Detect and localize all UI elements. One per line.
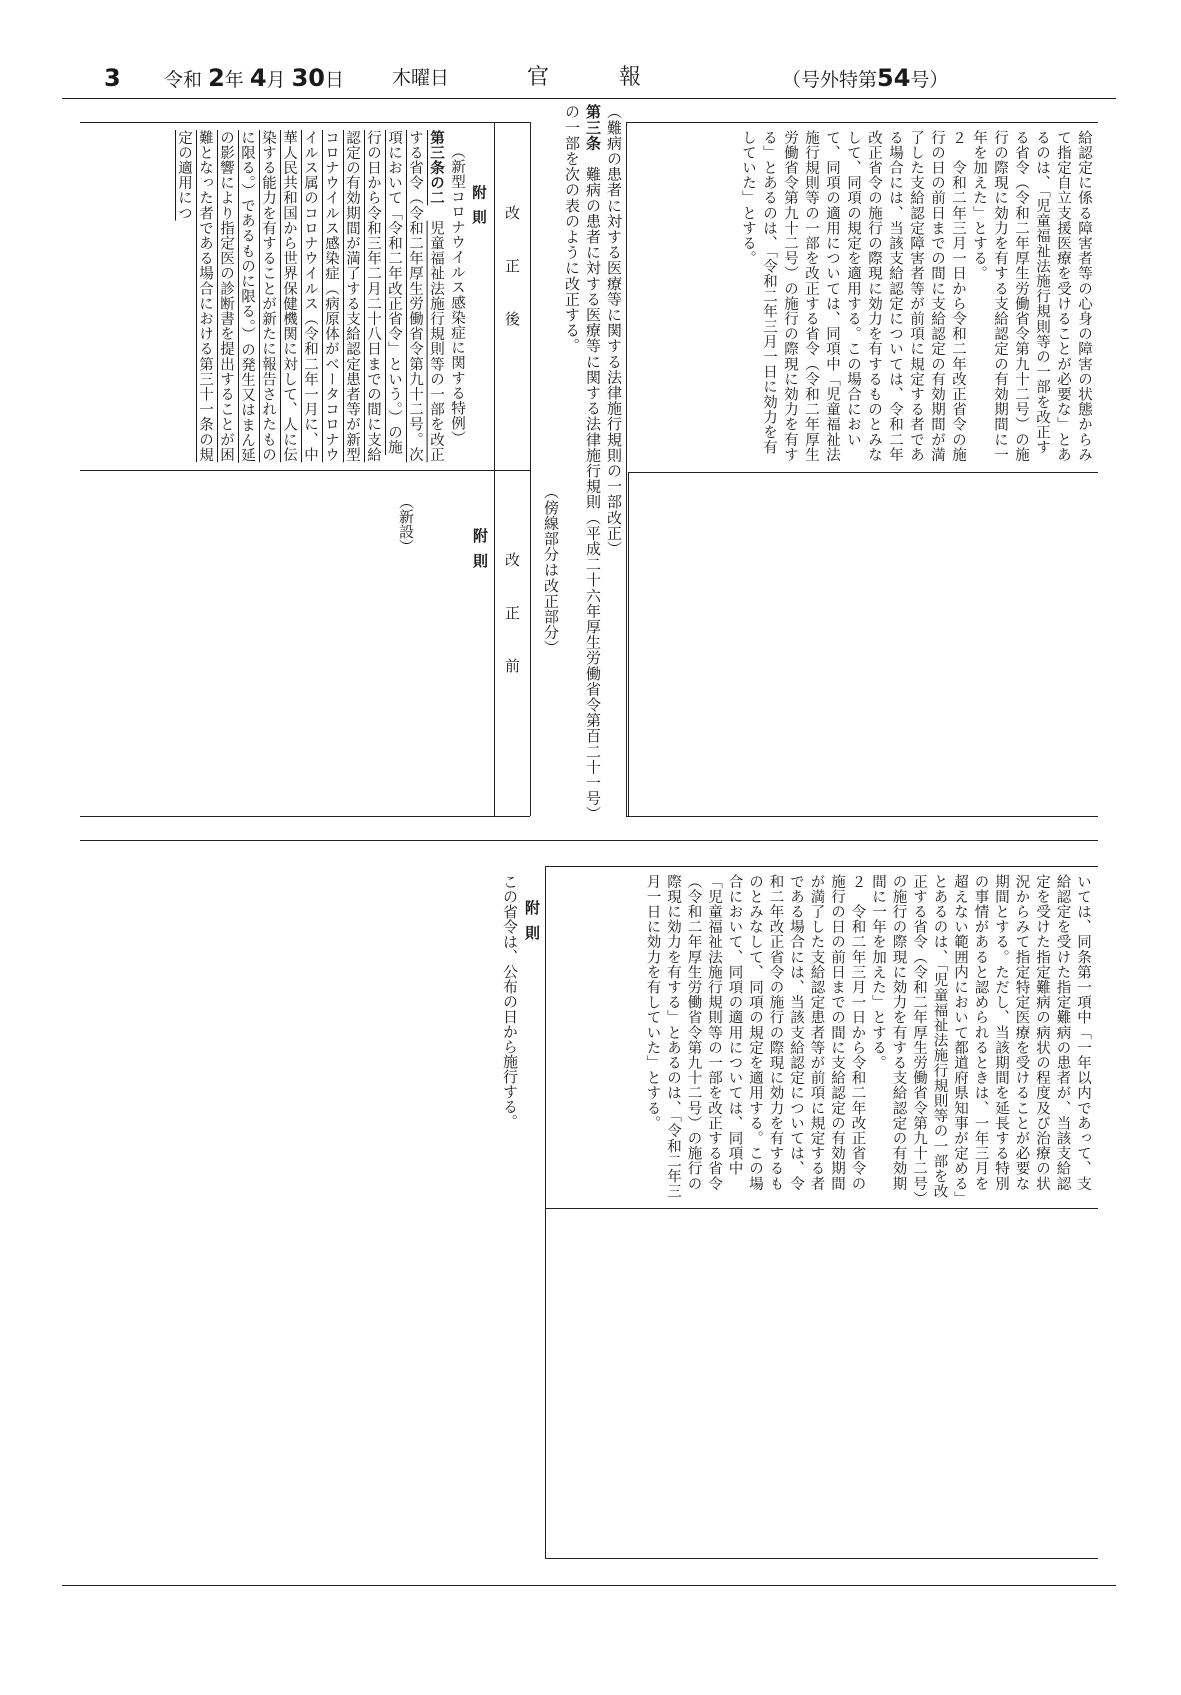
article3-caption: （難病の患者に対する医療等に関する法律施行規則の一部改正） — [605, 104, 623, 557]
after-supplementary — [467, 130, 488, 466]
bottom-right-divider — [545, 1208, 1098, 1209]
after-header: 改正後 — [503, 205, 521, 364]
table-bottom — [80, 816, 530, 817]
section-rule — [80, 840, 1098, 841]
after-column — [82, 130, 488, 466]
weekday: 木曜日 — [392, 67, 450, 89]
top-right-paragraph-2 — [737, 130, 968, 466]
after-article-label: 第三条の二 — [428, 130, 444, 206]
issue-suffix: 号） — [910, 69, 949, 91]
issue-number-value: 54 — [877, 64, 911, 92]
article3-body-text: 難病の患者に対する医療等に関する法律施行規則（平成二十六年厚生労働省令第百二十一号）の一部を次の表のように改正する。 — [563, 104, 602, 822]
bottom-right-box-left — [545, 866, 546, 1558]
article3-note-line — [540, 104, 561, 832]
top-right-para2-text: 令和二年三月一日から令和二年改正省令の施行の日の前日までの間に支給認定の有効期間が満了した支給認定障害者等が前項に規定する者である場合には、当該支給認定については、令和二年改正省令の施行の際現に効力を有するものとみなして、同項の規定を適用する。この場合において、同項の適用については、同項中「児童福祉法施行規則等の一部を改正する省令（令和二年厚生労働省令第九十二号）の施行の際現に効力を有する」とあるのは、「令和二年三月一日に効力を有していた」とする。 — [740, 130, 966, 463]
bottom-right-para2-number: ２ — [849, 874, 866, 890]
top-right-paragraph-1: 給認定に係る障害者等の心身の障害の状態からみて指定自立支援医療を受けることが必要な」とあるのは、「児童福祉法施行規則等の一部を改正する省令（令和二年厚生労働省令第九十二号）の施行の際現に効力を有する支給認定の有効期間に一年を加えた」とする。 — [971, 130, 1092, 463]
top-right-box-top — [626, 122, 1098, 123]
bottom-right-text — [553, 874, 1093, 1200]
issue-date: 令和 2年 4月 30日 — [164, 64, 344, 92]
issue-prefix: （号外特第 — [782, 69, 878, 91]
top-right-divider — [628, 472, 1098, 473]
bottom-right-box-bottom — [545, 1558, 1098, 1559]
after-article-text: 児童福祉法施行規則等の一部を改正する省令（令和二年厚生労働省令第九十二号。次項において「令和二年改正省令」という。）の施行の日から令和三年二月二十八日までの間に支給認定の有効期間が満了する支給認定患者等が新型コロナウイルス感染症（病原体がベータコロナウイルス属のコロナウイルス（令和二年一月に、中華人民共和国から世界保健機関に対して、人に伝染する能力を有することが新たに報告されたものに限る。）であるものに限る。）の発生又はまん延の影響により指定医の診断書を提出することが困難となった者である場合における第三十一条の規定の適用につ — [176, 130, 444, 463]
article3-body — [561, 104, 603, 832]
date-era: 令和 — [164, 69, 203, 91]
date-year: 2 — [208, 64, 225, 92]
supplementary-text: この省令は、公布の日から施行する。 — [501, 874, 519, 1129]
before-new: （新設） — [397, 494, 415, 554]
top-right-box-left-inner — [628, 472, 629, 816]
table-header-divider — [494, 122, 495, 816]
bottom-right-paragraph-2 — [642, 874, 868, 1200]
table-top — [80, 122, 530, 123]
date-month: 4 — [249, 64, 267, 92]
top-right-amended-text — [634, 130, 1094, 466]
date-day: 30 — [291, 64, 325, 92]
bottom-right-para2-text: 令和二年三月一日から令和二年改正省令の施行の日の前日までの間に支給認定の有効期間が満了した支給認定患者等が前項に規定する者である場合には、当該支給認定については、令和二年改正省令の施行の際現に効力を有するものとみなして、同項の規定を適用する。この場合において、同項の適用については、同項中「児童福祉法施行規則等の一部を改正する省令（令和二年厚生労働省令第九十二号）の施行の際現に効力を有する」とあるのは、「令和二年三月一日に効力を有していた」とする。 — [644, 874, 866, 1199]
table-right-edge — [530, 122, 531, 816]
supplementary-heading: 附則 — [523, 900, 541, 950]
gazette-title: 官報 — [527, 65, 712, 90]
page-number: 3 — [104, 64, 121, 92]
after-supplementary-label: 附則 — [470, 185, 486, 234]
after-caption-text: （新型コロナウイルス感染症に関する特例） — [449, 144, 465, 446]
bottom-right-paragraph-1: いては、同条第一項中「一年以内であって、支給認定を受けた指定難病の患者が、当該支給認定を受けた指定難病の病状の程度及び治療の状況からみて指定特定医療を受けることが必要な期間とする。ただし、当該期間を延長する特別の事情があると認められるときは、一年三月を超えない範囲内において都道府県知事が定める」とあるのは、「児童福祉法施行規則等の一部を改正する省令（令和二年厚生労働省令第九十二号）の施行の際現に効力を有する支給認定の有効期間に一年を加えた」とする。 — [870, 874, 1091, 1199]
top-right-para2-number: ２ — [950, 130, 966, 146]
top-right-box-bottom — [626, 816, 1098, 817]
article3-note: （傍線部分は改正部分） — [542, 484, 560, 656]
top-right-box-left — [626, 122, 627, 816]
header-rule — [62, 98, 1116, 99]
article3-text — [540, 104, 624, 832]
after-article — [173, 130, 446, 466]
after-caption — [446, 130, 467, 466]
issue-number — [782, 64, 948, 92]
article3-label: 第三条 — [584, 104, 602, 151]
before-supplementary: 附則 — [471, 528, 489, 578]
table-row-divider — [80, 470, 530, 471]
footer-rule — [62, 1585, 1116, 1586]
bottom-right-box-top — [545, 866, 1098, 867]
before-header: 改正前 — [503, 552, 521, 711]
